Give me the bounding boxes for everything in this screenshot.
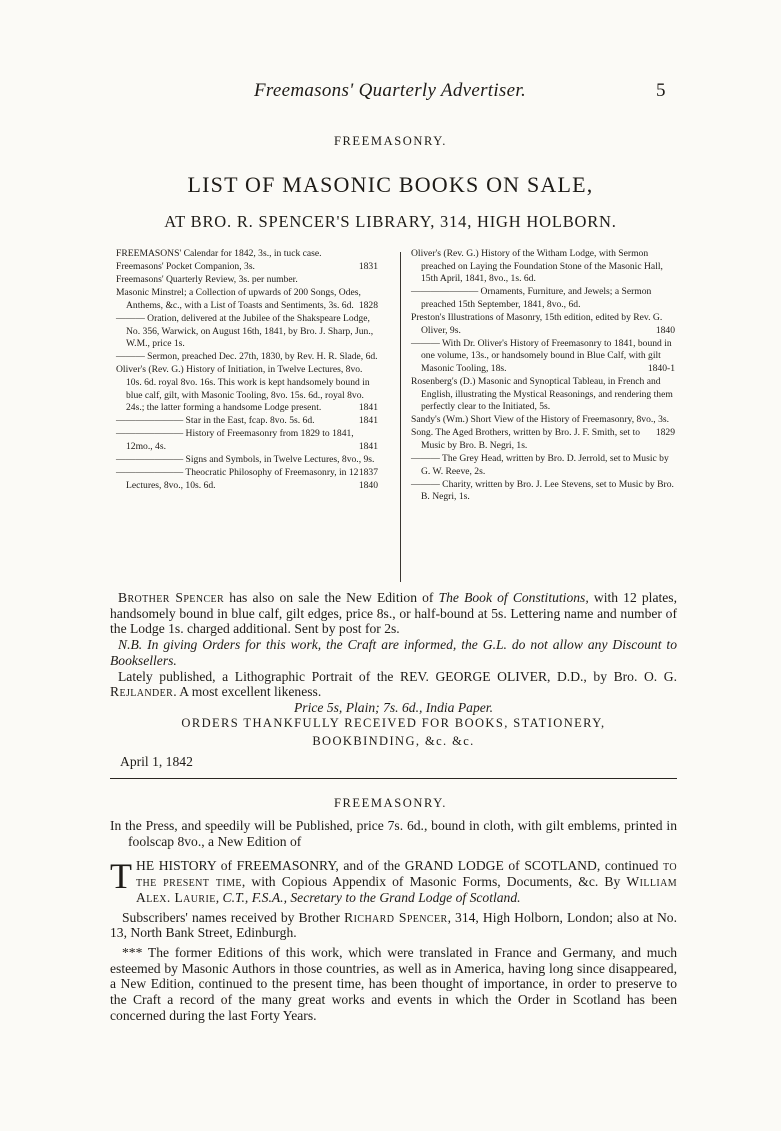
book-entry-text: Oliver's (Rev. G.) History of the Witham Lodge, with Sermon preached on Laying the Foundation Stone of the Masonic Hall, 15th April, 1841, 8vo., 1s. 6d. xyxy=(411,248,663,285)
book-entry-text: ——— Sermon, preached Dec. 27th, 1830, by Rev. H. R. Slade, 6d. xyxy=(116,351,378,363)
book-entry xyxy=(116,274,378,287)
author-name: William Alex. Laurie xyxy=(136,874,677,905)
subscribers-text: Subscribers' names received by Brother xyxy=(122,909,345,925)
constitutions-notice xyxy=(110,590,677,716)
book-entry xyxy=(411,338,675,376)
book-entry-text: ——————— History of Freemasonry from 1829 to 1841, 12mo., 4s. xyxy=(116,428,354,452)
book-entry xyxy=(411,376,675,414)
notice-text: has also on sale the New Edition of xyxy=(224,590,439,605)
book-entry-date: 1840 xyxy=(655,324,675,336)
horizontal-rule xyxy=(110,778,677,779)
book-entry xyxy=(116,428,378,453)
book-entry-date: 1841 xyxy=(358,402,378,414)
book-entry-text: ——— Oration, delivered at the Jubilee of the Shakspeare Lodge, No. 356, Warwick, on August 16th, 1841, by Bro. J. Sharp, Jun., W.M., price 1s. xyxy=(116,312,374,350)
book-entry xyxy=(411,312,675,337)
book-entry-date: 1828 xyxy=(358,299,378,311)
book-entry-date: 1837 xyxy=(358,466,378,478)
notice-text: with 12 plates, handsomely bound in blue calf, gilt edges, price 8s., or half-bound at 5s. Lettering name and number of the Lodge 1s. charged additional. Sent by post for 2s. xyxy=(110,590,677,637)
book-entry xyxy=(116,415,378,428)
page-number: 5 xyxy=(656,80,666,101)
book-entry-text: Freemasons' Pocket Companion, 3s. xyxy=(116,261,255,273)
book-entry xyxy=(411,427,675,452)
former-editions-note: *** The former Editions of this work, which were translated in France and Germany, and much esteemed by Masonic Authors in those countries, as well as in America, having long since disappeared, a New Edition, continued to the present time, has been thought of importance, in order to preserve to the Craft a record of the many great works and events in which the Order in Scotland has been concerned during the last Forty Years. xyxy=(110,944,677,1023)
book-entry-text: Freemasons' Quarterly Review, 3s. per number. xyxy=(116,274,298,286)
history-announcement xyxy=(110,818,677,1023)
book-entry-text: ——— Charity, written by Bro. J. Lee Stevens, set to Music by Bro. B. Negri, 1s. xyxy=(411,478,674,503)
book-entry-text: Sandy's (Wm.) Short View of the History of Freemasonry, 8vo., 3s. xyxy=(411,414,670,426)
author-credentials: , C.T., F.S.A., Secretary to the Grand Lodge of Scotland. xyxy=(215,889,521,905)
book-entry-date: 1841 xyxy=(358,415,378,427)
book-entry-text: Masonic Minstrel; a Collection of upwards of 200 Songs, Odes, Anthems, &c., with a List of Toasts and Sentiments, 3s. 6d. xyxy=(116,287,361,311)
constitutions-paragraph xyxy=(110,590,677,637)
book-entry-text: ——— The Grey Head, written by Bro. D. Jerrold, set to Music by G. W. Reeve, 2s. xyxy=(411,453,669,477)
section-heading-freemasonry: FREEMASONRY. xyxy=(333,134,448,148)
book-entry-text: FREEMASONS' Calendar for 1842, 3s., in tuck case. xyxy=(116,248,322,259)
book-entry xyxy=(116,261,378,274)
subscribers-text: , 314, High Holborn, London; also at No. 13, North Bank Street, Edinburgh. xyxy=(110,909,678,941)
brother-spencer-name: Brother Spencer xyxy=(118,590,225,605)
book-entry-date: 1840-1 xyxy=(647,362,675,374)
portrait-text: Lately published, a Lithographic Portrait of the REV. GEORGE OLIVER, D.D., by Bro. O. G. xyxy=(118,668,677,684)
portrait-price-text: Price 5s, Plain; 7s. 6d., India Paper. xyxy=(294,699,493,715)
portrait-text: . A most excellent likeness. xyxy=(173,684,322,700)
book-entry xyxy=(116,313,378,351)
book-entry xyxy=(116,454,378,478)
book-entry-text: Oliver's (Rev. G.) History of Initiation, in Twelve Lectures, 8vo. 10s. 6d. royal 8vo. 16s. This work is kept handsomely bound in blue calf, gilt, with Masonic Tooling, 8vo. 15s. 6d., royal 8vo. 24s.; the latter forming a handsome Lodge present. xyxy=(116,364,370,414)
book-entry-date: 1841 xyxy=(358,440,378,452)
book-entry xyxy=(411,479,675,504)
spencer-name: Richard Spencer xyxy=(344,909,448,925)
book-entry-text: Preston's Illustrations of Masonry, 15th edition, edited by Rev. G. Oliver, 9s. xyxy=(411,311,663,336)
section-heading-freemasonry-2: FREEMASONRY. xyxy=(333,796,448,810)
book-entry-text: ——————— Signs and Symbols, in Twelve Lectures, 8vo., 9s. xyxy=(116,454,375,465)
book-list-left-column xyxy=(116,248,378,493)
history-title-text: to the present time xyxy=(136,858,677,890)
book-entry-date: 1840 xyxy=(358,479,378,491)
book-entry-text: ——— With Dr. Oliver's History of Freemasonry to 1841, bound in one volume, 13s., or handsomely bound in Blue Calf, with gilt Masonic Tooling, 18s. xyxy=(411,337,672,374)
list-title: LIST OF MASONIC BOOKS ON SALE, xyxy=(187,172,594,197)
book-entry xyxy=(411,414,675,438)
nb-text: N.B. In giving Orders for this work, the Craft are informed, the G.L. do not allow any Discount to Booksellers. xyxy=(110,637,677,668)
library-subtitle: AT BRO. R. SPENCER'S LIBRARY, 314, HIGH HOLBORN. xyxy=(164,212,617,231)
artist-name: Rejlander xyxy=(110,684,174,700)
history-title-text: , with Copious Appendix of Masonic Forms, Documents, &c. By xyxy=(241,874,627,890)
book-entry xyxy=(116,351,378,364)
book-entry-text: Rosenberg's (D.) Masonic and Synoptical Tableau, in French and English, illustrating the Mystical Reasonings, and rendering them perfectly clear to the Initiated, 5s. xyxy=(411,375,673,413)
press-intro: In the Press, and speedily will be Published, price 7s. 6d., bound in cloth, with gilt emblems, printed in foolscap 8vo., a New Edition of xyxy=(110,818,677,849)
column-divider xyxy=(400,252,401,582)
book-entry-text: ——————— Star in the East, fcap. 8vo. 5s. 6d. xyxy=(116,415,315,427)
nb-paragraph xyxy=(110,637,677,668)
history-title-paragraph xyxy=(110,858,677,905)
book-entry-text: ——————— Theocratic Philosophy of Freemasonry, in 12 Lectures, 8vo., 10s. 6d. xyxy=(116,467,359,491)
orders-line: BOOKBINDING, &c. &c. xyxy=(312,734,475,748)
notice-date: April 1, 1842 xyxy=(120,754,193,769)
book-entry-text: ——————— Ornaments, Furniture, and Jewels; a Sermon preached 15th September, 1841, 8vo., 6d. xyxy=(411,286,652,310)
subscribers-paragraph xyxy=(110,910,677,941)
book-entry xyxy=(116,364,378,414)
running-title: Freemasons' Quarterly Advertiser. xyxy=(253,80,526,101)
portrait-paragraph xyxy=(110,669,677,700)
book-entry xyxy=(411,286,675,311)
book-entry xyxy=(411,248,675,286)
drop-cap: T xyxy=(110,856,132,897)
book-entry xyxy=(116,248,378,261)
orders-notice xyxy=(110,714,677,750)
book-list-right-column xyxy=(411,248,675,504)
orders-line: ORDERS THANKFULLY RECEIVED FOR BOOKS, STATIONERY, xyxy=(181,716,606,730)
book-entry-text: Song. The Aged Brothers, written by Bro. J. F. Smith, set to Music by Bro. B. Negri, 1s. xyxy=(411,427,641,451)
book-entry xyxy=(411,453,675,478)
book-entry xyxy=(116,467,378,492)
history-title-text: HE HISTORY of FREEMASONRY, and of the GRAND LODGE of SCOTLAND, continued xyxy=(136,858,664,874)
book-title: The Book of Constitutions, xyxy=(438,590,589,605)
book-entry-date: 1829 xyxy=(655,426,675,438)
book-entry-date: 1831 xyxy=(358,261,378,273)
book-entry xyxy=(116,287,378,312)
